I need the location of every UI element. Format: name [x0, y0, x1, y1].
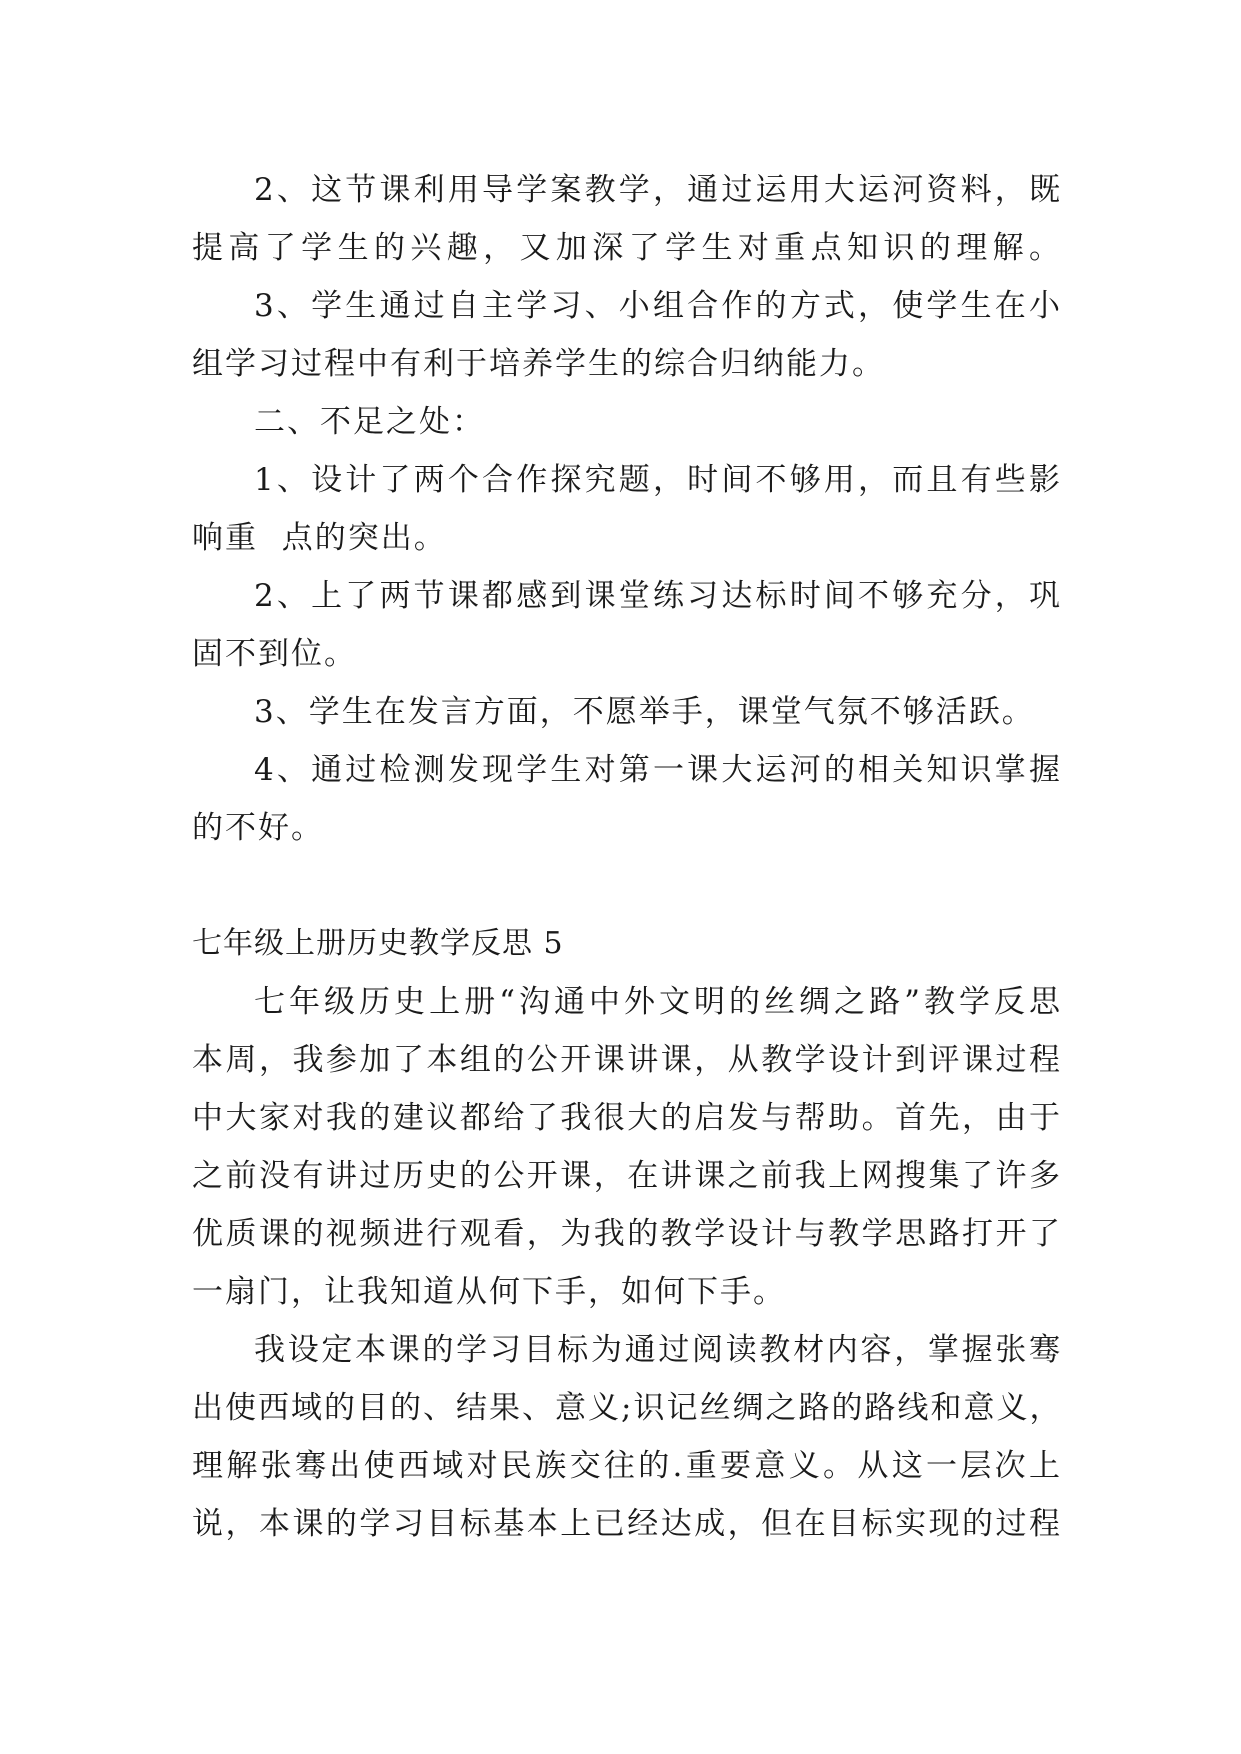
text-line: 1、设计了两个合作探究题，时间不够用，而且有些影: [254, 462, 1062, 498]
text-line: 七年级历史上册“沟通中外文明的丝绸之路”教学反思: [254, 984, 1062, 1020]
article-title: 七年级上册历史教学反思 5: [192, 926, 564, 961]
text-line: 一扇门，让我知道从何下手，如何下手。: [192, 1274, 786, 1310]
text-line: 组学习过程中有利于培养学生的综合归纳能力。: [192, 346, 885, 382]
text-line: 的不好。: [192, 810, 324, 846]
text-line: 理解张骞出使西域对民族交往的.重要意义。从这一层次上: [192, 1448, 1062, 1484]
text-line: 本周，我参加了本组的公开课讲课，从教学设计到评课过程: [192, 1042, 1062, 1078]
section-heading: 二、不足之处：: [254, 404, 485, 440]
text-line: 2、上了两节课都感到课堂练习达标时间不够充分，巩: [254, 578, 1062, 614]
text-line: 3、学生在发言方面，不愿举手，课堂气氛不够活跃。: [254, 694, 1035, 730]
text-line: 3、学生通过自主学习、小组合作的方式，使学生在小: [254, 288, 1062, 324]
text-line: 提高了学生的兴趣，又加深了学生对重点知识的理解。: [192, 230, 1062, 266]
text-line: 固不到位。: [192, 636, 357, 672]
text-line: 中大家对我的建议都给了我很大的启发与帮助。首先，由于: [192, 1100, 1062, 1136]
text-line: 4、通过检测发现学生对第一课大运河的相关知识掌握: [254, 752, 1062, 788]
text-line: 响重 点的突出。: [192, 520, 447, 556]
text-line: 我设定本课的学习目标为通过阅读教材内容，掌握张骞: [254, 1332, 1062, 1368]
text-line: 2、这节课利用导学案教学，通过运用大运河资料，既: [254, 172, 1062, 208]
text-line: 优质课的视频进行观看，为我的教学设计与教学思路打开了: [192, 1216, 1062, 1252]
text-line: 说，本课的学习目标基本上已经达成，但在目标实现的过程: [192, 1506, 1062, 1542]
text-line: 出使西域的目的、结果、意义;识记丝绸之路的路线和意义，: [192, 1390, 1062, 1426]
text-line: 之前没有讲过历史的公开课，在讲课之前我上网搜集了许多: [192, 1158, 1062, 1194]
